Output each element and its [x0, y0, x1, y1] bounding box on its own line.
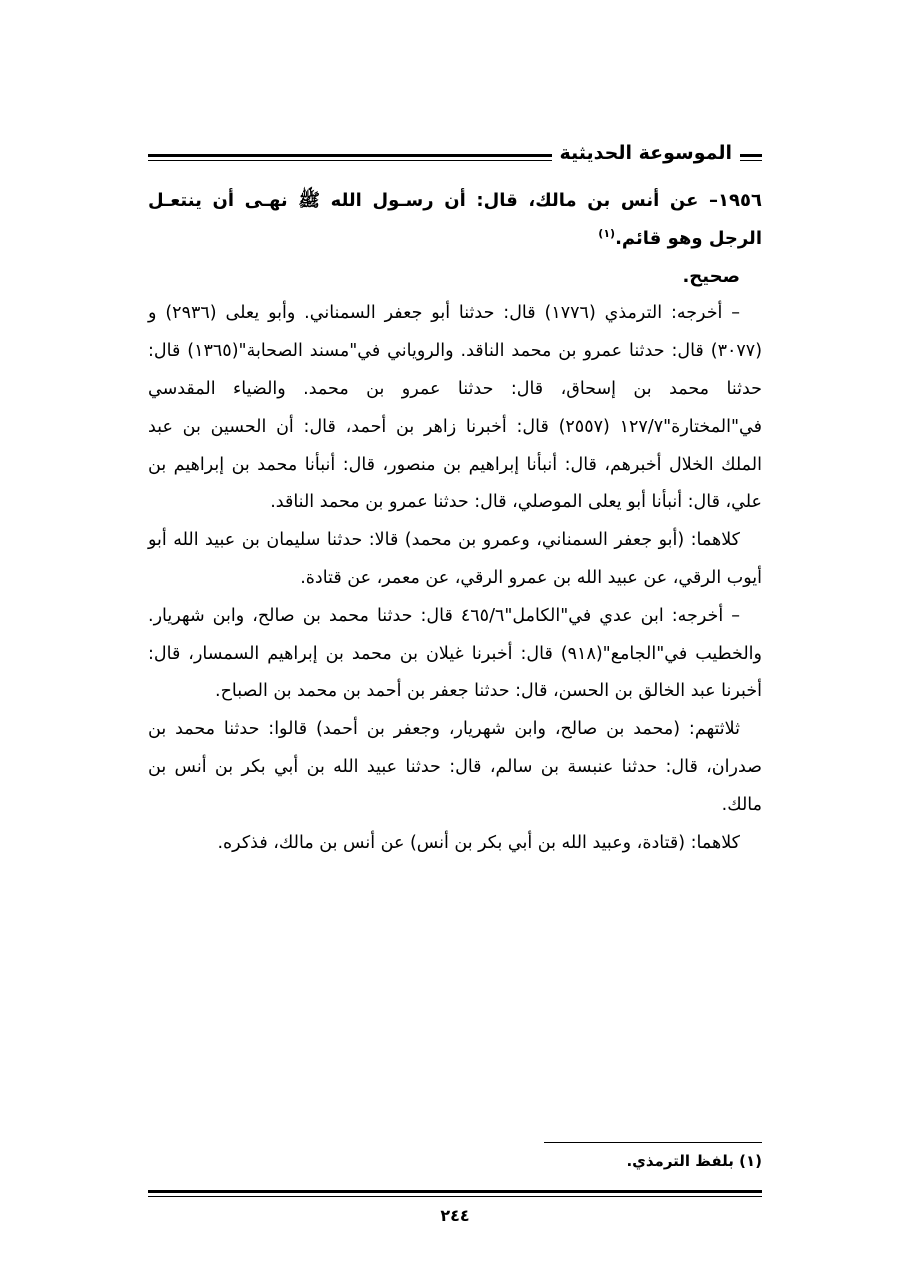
footer-rule-thick [148, 1190, 762, 1193]
hadith-grade: صحيح. [682, 265, 740, 287]
document-page [148, 140, 762, 1240]
body-text [148, 182, 762, 862]
page-number: ٢٤٤ [440, 1206, 470, 1225]
hadith-text [148, 182, 762, 258]
paragraph-kilahuma-1: كلاهما: (أبو جعفر السمناني، وعمرو بن محمد) قالا: حدثنا سليمان بن عبيد الله أبو أيوب الرقي، عن عبيد الله بن عمرو الرقي، عن معمر، عن قتادة. [148, 530, 762, 588]
footer-rule-thin [148, 1196, 762, 1197]
footnote-separator [544, 1142, 762, 1143]
paragraph-thalathatuhum: ثلاثتهم: (محمد بن صالح، وابن شهريار، وجعفر بن أحمد) قالوا: حدثنا محمد بن صدران، قال: حدثنا عنبسة بن سالم، قال: حدثنا عبيد الله بن أبي بكر بن أنس بن مالك. [148, 719, 762, 815]
footnote: (١) بلفظ الترمذي. [626, 1152, 762, 1170]
header-title: الموسوعة الحديثية [552, 140, 741, 166]
footnote-ref: (١) [598, 226, 616, 240]
paragraph-kilahuma-2: كلاهما: (قتادة، وعبيد الله بن أبي بكر بن أنس) عن أنس بن مالك، فذكره. [217, 832, 740, 853]
hadith-body: ١٩٥٦– عن أنس بن مالك، قال: أن رسـول الله ﷺ نهـى أن ينتعـل الرجل وهو قائم. [148, 190, 762, 249]
running-header [148, 140, 762, 168]
paragraph-takhrij-1: – أخرجه: الترمذي (١٧٧٦) قال: حدثنا أبو جعفر السمناني. وأبو يعلى (٢٩٣٦) و (٣٠٧٧) قال: حدثنا عمرو بن محمد الناقد. والروياني في"مسند الصحابة"(١٣٦٥) قال: حدثنا محمد بن إسحاق، قال: حدثنا عمرو بن محمد. والضياء المقدسي في"المختارة"١٢٧/٧ (٢٥٥٧) قال: أخبرنا زاهر بن أحمد، قال: أن الحسين بن عبد الملك الخلال أخبرهم، قال: أنبأنا إبراهيم بن منصور، قال: أنبأنا محمد بن إبراهيم بن علي، قال: أنبأنا أبو يعلى الموصلي، قال: حدثنا عمرو بن محمد الناقد. [148, 303, 763, 513]
paragraph-takhrij-2: – أخرجه: ابن عدي في"الكامل"٤٦٥/٦ قال: حدثنا محمد بن صالح، وابن شهريار. والخطيب في"الجامع"(٩١٨) قال: أخبرنا غيلان بن محمد بن إبراهيم السمسار، قال: أخبرنا عبد الخالق بن الحسن، قال: حدثنا جعفر بن أحمد بن محمد بن الصباح. [148, 605, 762, 702]
